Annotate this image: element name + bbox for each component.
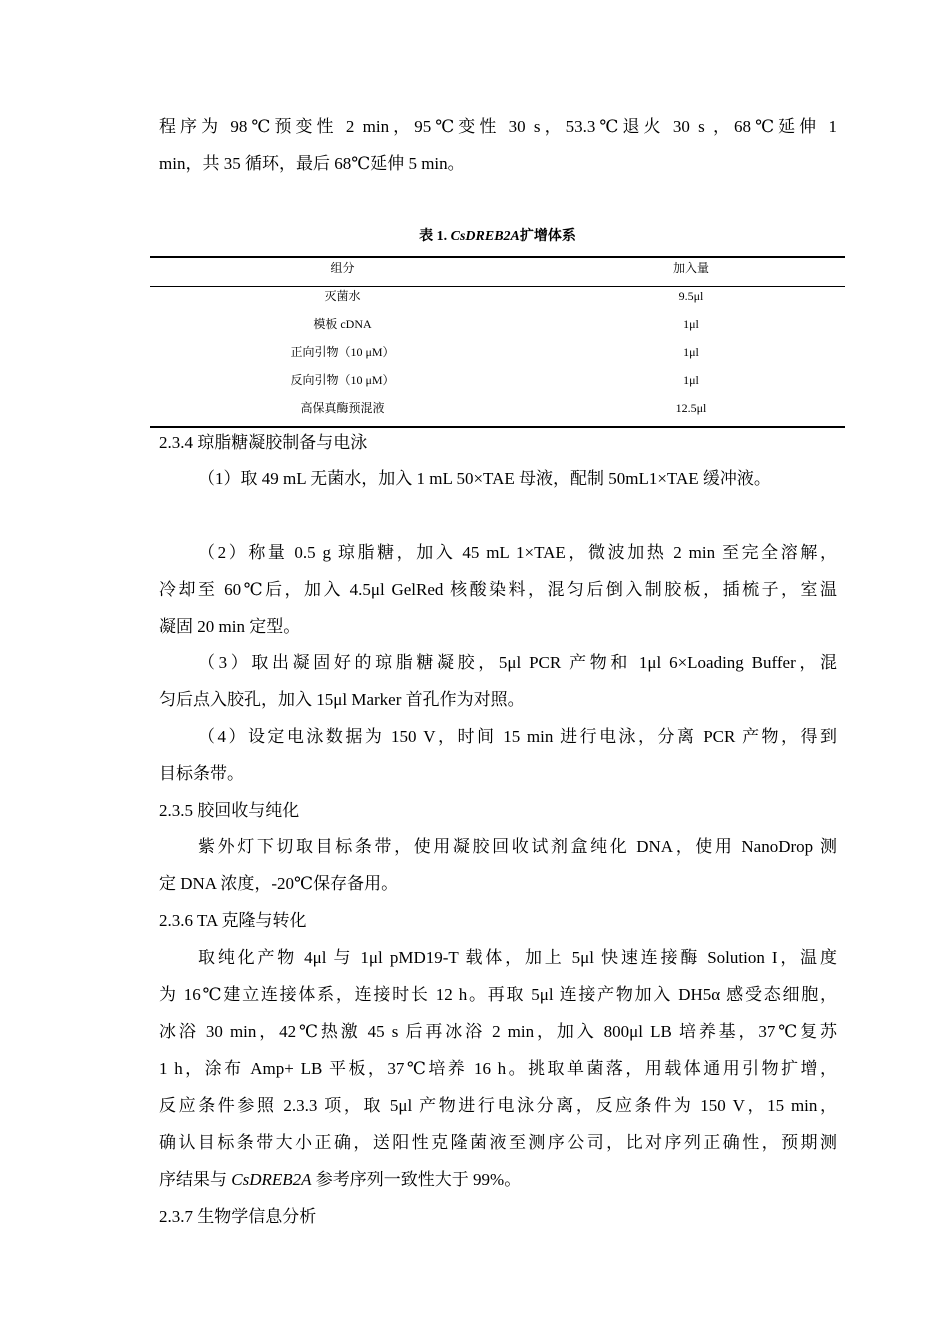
caption-prefix: 表 1. xyxy=(419,229,448,244)
paragraph-line: 程序为 98℃预变性 2 min，95℃变性 30 s，53.3℃退火 30 s ，68℃延伸 1 xyxy=(159,117,837,136)
paragraph-line: 冷却至 60℃后，加入 4.5μl GelRed 核酸染料，混匀后倒入制胶板，插梳子，室温 xyxy=(159,580,837,599)
paragraph-line: 定 DNA 浓度，-20℃保存备用。 xyxy=(159,874,399,893)
table-cell-amount: 9.5μl xyxy=(678,289,704,303)
table-top-rule xyxy=(150,256,845,258)
paragraph-line: 冰浴 30 min，42℃热激 45 s 后再冰浴 2 min，加入 800μl LB 培养基，37℃复苏 xyxy=(159,1022,837,1041)
table-cell-component: 正向引物（10 μM） xyxy=(290,345,395,359)
caption-gene-name: CsDREB2A xyxy=(450,229,520,244)
table-cell-component: 灭菌水 xyxy=(324,289,361,303)
table-caption xyxy=(150,225,845,245)
paragraph-line: （2）称量 0.5 g 琼脂糖，加入 45 mL 1×TAE，微波加热 2 min 至完全溶解， xyxy=(198,543,837,562)
paragraph-line: 匀后点入胶孔，加入 15μl Marker 首孔作为对照。 xyxy=(159,690,525,709)
table-cell-component: 模板 cDNA xyxy=(313,317,372,331)
table-header-component: 组分 xyxy=(330,261,355,275)
paragraph-line: 目标条带。 xyxy=(159,764,244,783)
section-heading: 2.3.6 TA 克隆与转化 xyxy=(159,911,307,930)
table-header-amount: 加入量 xyxy=(672,261,709,275)
paragraph-line: min，共 35 循环，最后 68℃延伸 5 min。 xyxy=(159,154,465,173)
paragraph-line: 取纯化产物 4μl 与 1μl pMD19-T 载体，加上 5μl 快速连接酶 Solution I，温度 xyxy=(198,948,837,967)
paragraph-line: 确认目标条带大小正确，送阳性克隆菌液至测序公司，比对序列正确性，预期测 xyxy=(159,1133,837,1152)
paragraph-line: （3）取出凝固好的琼脂糖凝胶，5μl PCR 产物和 1μl 6×Loading Buffer，混 xyxy=(198,653,837,672)
paragraph-line xyxy=(159,1170,837,1190)
table-cell-amount: 1μl xyxy=(683,373,699,387)
text-run: 序结果与 xyxy=(159,1170,227,1189)
paragraph-line: 凝固 20 min 定型。 xyxy=(159,617,301,636)
paragraph-line: （4）设定电泳数据为 150 V，时间 15 min 进行电泳，分离 PCR 产物，得到 xyxy=(198,727,837,746)
text-run: 参考序列一致性大于 99%。 xyxy=(315,1170,522,1189)
section-heading: 2.3.4 琼脂糖凝胶制备与电泳 xyxy=(159,433,368,452)
table-cell-component: 高保真酶预混液 xyxy=(300,401,385,415)
table-cell-amount: 1μl xyxy=(683,345,699,359)
section-heading: 2.3.5 胶回收与纯化 xyxy=(159,801,300,820)
paragraph-line: 为 16℃建立连接体系，连接时长 12 h。再取 5μl 连接产物加入 DH5α 感受态细胞， xyxy=(159,985,837,1004)
table-cell-amount: 12.5μl xyxy=(675,401,707,415)
table-header-rule xyxy=(150,286,845,287)
gene-name: CsDREB2A xyxy=(231,1170,312,1189)
paragraph-line: 反应条件参照 2.3.3 项，取 5μl 产物进行电泳分离，反应条件为 150 V，15 min， xyxy=(159,1096,837,1115)
table-bottom-rule xyxy=(150,426,845,428)
paragraph-line: 1 h，涂布 Amp+ LB 平板，37℃培养 16 h。挑取单菌落，用载体通用引物扩增， xyxy=(159,1059,837,1078)
paragraph-line: 紫外灯下切取目标条带，使用凝胶回收试剂盒纯化 DNA，使用 NanoDrop 测 xyxy=(198,837,837,856)
paragraph-line: （1）取 49 mL 无菌水，加入 1 mL 50×TAE 母液，配制 50mL1×TAE 缓冲液。 xyxy=(198,469,771,488)
table-cell-amount: 1μl xyxy=(683,317,699,331)
section-heading: 2.3.7 生物学信息分析 xyxy=(159,1207,317,1226)
caption-suffix: 扩增体系 xyxy=(519,229,576,244)
table-cell-component: 反向引物（10 μM） xyxy=(290,373,395,387)
